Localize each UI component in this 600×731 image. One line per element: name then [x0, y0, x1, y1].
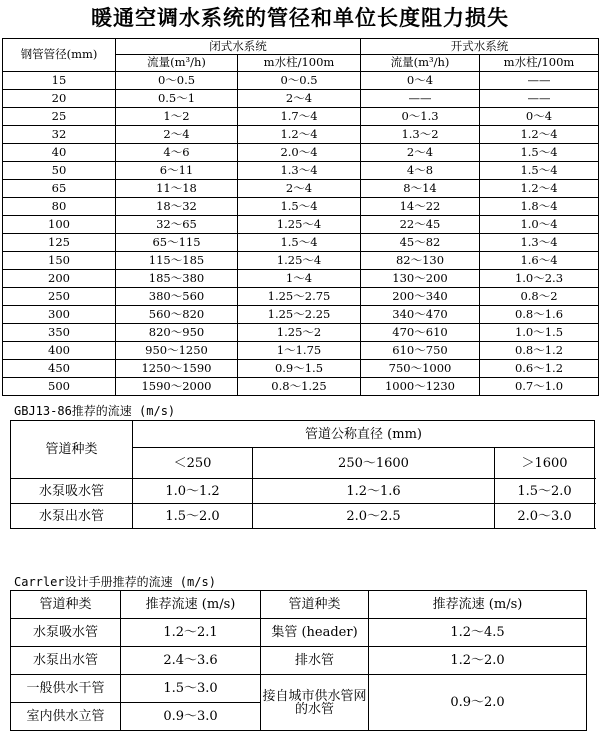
carrier-caption: Carrler设计手册推荐的流速 (m/s)	[14, 575, 216, 589]
gbj-row-value: 1.2～1.6	[253, 479, 495, 504]
cell-open-loss: ——	[480, 90, 599, 108]
carrier-row-type: 集管 (header)	[261, 619, 369, 647]
cell-open-loss: 1.0～2.3	[480, 270, 599, 288]
cell-open-loss: ——	[480, 72, 599, 90]
cell-closed-flow: 1250～1590	[116, 360, 238, 378]
carrier-row-type: 排水管	[261, 647, 369, 675]
pipe-row	[3, 126, 599, 144]
cell-pipe-size: 250	[3, 288, 116, 306]
cell-open-flow: 0～4	[361, 72, 480, 90]
cell-closed-loss: 1.25～4	[238, 252, 361, 270]
cell-pipe-size: 150	[3, 252, 116, 270]
cell-open-loss: 1.6～4	[480, 252, 599, 270]
cell-pipe-size: 65	[3, 180, 116, 198]
gbj-row-value: 1.0～1.2	[133, 479, 253, 504]
cell-open-flow: 1000～1230	[361, 378, 480, 396]
pipe-row	[3, 216, 599, 234]
cell-pipe-size: 200	[3, 270, 116, 288]
pipe-row	[3, 342, 599, 360]
carrier-merged-speed: 0.9～2.0	[369, 675, 587, 731]
cell-closed-flow: 820～950	[116, 324, 238, 342]
cell-closed-loss: 1.2～4	[238, 126, 361, 144]
pipe-row	[3, 162, 599, 180]
pipe-row	[3, 288, 599, 306]
cell-closed-loss: 1.5～4	[238, 198, 361, 216]
pipe-size-table	[2, 38, 599, 396]
cell-closed-flow: 0～0.5	[116, 72, 238, 90]
cell-pipe-size: 125	[3, 234, 116, 252]
cell-pipe-size: 100	[3, 216, 116, 234]
cell-closed-flow: 6～11	[116, 162, 238, 180]
carrier-velocity-table	[10, 590, 587, 731]
header-open-system: 开式水系统	[361, 39, 599, 55]
cell-open-loss: 1.2～4	[480, 180, 599, 198]
carrier-row-type: 室内供水立管	[11, 703, 121, 731]
cell-open-flow: 22～45	[361, 216, 480, 234]
header-closed-flow: 流量(m³/h)	[116, 55, 238, 72]
cell-closed-loss: 1.25～4	[238, 216, 361, 234]
cell-closed-flow: 0.5～1	[116, 90, 238, 108]
cell-open-flow: ——	[361, 90, 480, 108]
carrier-row-speed: 0.9～3.0	[121, 703, 261, 731]
carrier-header-type: 管道种类	[261, 591, 369, 619]
carrier-row-speed: 1.5～3.0	[121, 675, 261, 703]
pipe-row	[3, 324, 599, 342]
cell-closed-loss: 1～1.75	[238, 342, 361, 360]
cell-open-loss: 1.2～4	[480, 126, 599, 144]
cell-open-flow: 45～82	[361, 234, 480, 252]
page-title: 暖通空调水系统的管径和单位长度阻力损失	[91, 6, 509, 30]
cell-closed-flow: 185～380	[116, 270, 238, 288]
cell-open-flow: 8～14	[361, 180, 480, 198]
cell-closed-loss: 1.25～2.75	[238, 288, 361, 306]
cell-closed-loss: 1.5～4	[238, 234, 361, 252]
pipe-row	[3, 306, 599, 324]
pipe-row	[3, 234, 599, 252]
cell-open-flow: 610～750	[361, 342, 480, 360]
gbj-row-value: 2.0～3.0	[495, 504, 595, 529]
cell-open-flow: 1.3～2	[361, 126, 480, 144]
cell-open-loss: 1.8～4	[480, 198, 599, 216]
header-open-flow: 流量(m³/h)	[361, 55, 480, 72]
cell-open-loss: 0.8～1.6	[480, 306, 599, 324]
carrier-row-type: 水泵吸水管	[11, 619, 121, 647]
gbj-row-type: 水泵吸水管	[11, 479, 133, 504]
cell-open-flow: 470～610	[361, 324, 480, 342]
cell-closed-flow: 1590～2000	[116, 378, 238, 396]
header-pipe-size: 钢管管径(mm)	[3, 39, 116, 72]
carrier-row-speed: 1.2～4.5	[369, 619, 587, 647]
cell-open-flow: 200～340	[361, 288, 480, 306]
pipe-row	[3, 108, 599, 126]
cell-pipe-size: 400	[3, 342, 116, 360]
pipe-row	[3, 270, 599, 288]
cell-open-flow: 130～200	[361, 270, 480, 288]
cell-closed-loss: 0～0.5	[238, 72, 361, 90]
cell-pipe-size: 350	[3, 324, 116, 342]
cell-pipe-size: 40	[3, 144, 116, 162]
carrier-header-type: 管道种类	[11, 591, 121, 619]
cell-open-flow: 82～130	[361, 252, 480, 270]
cell-closed-flow: 115～185	[116, 252, 238, 270]
cell-open-loss: 1.5～4	[480, 144, 599, 162]
cell-pipe-size: 50	[3, 162, 116, 180]
pipe-row	[3, 90, 599, 108]
gbj-row-value: 1.5～2.0	[495, 479, 595, 504]
header-closed-system: 闭式水系统	[116, 39, 361, 55]
cell-open-loss: 1.0～1.5	[480, 324, 599, 342]
cell-open-flow: 750～1000	[361, 360, 480, 378]
cell-closed-loss: 0.9～1.5	[238, 360, 361, 378]
header-open-loss: m水柱/100m	[480, 55, 599, 72]
cell-closed-flow: 32～65	[116, 216, 238, 234]
gbj-row-value: 2.0～2.5	[253, 504, 495, 529]
gbj-row-value: 1.5～2.0	[133, 504, 253, 529]
cell-open-flow: 340～470	[361, 306, 480, 324]
cell-closed-flow: 380～560	[116, 288, 238, 306]
cell-pipe-size: 20	[3, 90, 116, 108]
cell-open-loss: 0.8～2	[480, 288, 599, 306]
cell-open-loss: 1.0～4	[480, 216, 599, 234]
gbj-caption: GBJ13-86推荐的流速 (m/s)	[14, 404, 176, 418]
cell-pipe-size: 80	[3, 198, 116, 216]
gbj-row-type: 水泵出水管	[11, 504, 133, 529]
header-closed-loss: m水柱/100m	[238, 55, 361, 72]
carrier-row-type: 一般供水干管	[11, 675, 121, 703]
carrier-row-speed: 1.2～2.0	[369, 647, 587, 675]
cell-closed-loss: 0.8～1.25	[238, 378, 361, 396]
pipe-row	[3, 360, 599, 378]
cell-pipe-size: 25	[3, 108, 116, 126]
pipe-row	[3, 252, 599, 270]
cell-closed-loss: 1～4	[238, 270, 361, 288]
carrier-merged-type: 接自城市供水管网的水管	[261, 675, 369, 731]
carrier-header-speed: 推荐流速 (m/s)	[369, 591, 587, 619]
cell-pipe-size: 32	[3, 126, 116, 144]
gbj-header-dn: 管道公称直径 (mm)	[133, 421, 595, 448]
cell-open-loss: 0.7～1.0	[480, 378, 599, 396]
pipe-row	[3, 198, 599, 216]
cell-open-flow: 4～8	[361, 162, 480, 180]
cell-open-flow: 14～22	[361, 198, 480, 216]
pipe-row	[3, 180, 599, 198]
cell-open-loss: 1.3～4	[480, 234, 599, 252]
gbj-velocity-table	[10, 420, 595, 529]
cell-closed-loss: 2.0～4	[238, 144, 361, 162]
pipe-row	[3, 378, 599, 396]
cell-open-flow: 0～1.3	[361, 108, 480, 126]
cell-open-loss: 1.5～4	[480, 162, 599, 180]
carrier-row-speed: 1.2～2.1	[121, 619, 261, 647]
cell-open-loss: 0～4	[480, 108, 599, 126]
pipe-row	[3, 72, 599, 90]
carrier-row-speed: 2.4～3.6	[121, 647, 261, 675]
cell-open-loss: 0.8～1.2	[480, 342, 599, 360]
cell-closed-loss: 1.25～2.25	[238, 306, 361, 324]
pipe-row	[3, 144, 599, 162]
cell-closed-flow: 560～820	[116, 306, 238, 324]
cell-closed-flow: 950～1250	[116, 342, 238, 360]
gbj-range-1: ＜250	[133, 448, 253, 479]
cell-closed-loss: 2～4	[238, 180, 361, 198]
gbj-range-3: ＞1600	[495, 448, 595, 479]
carrier-header-speed: 推荐流速 (m/s)	[121, 591, 261, 619]
cell-closed-flow: 18～32	[116, 198, 238, 216]
carrier-row-type: 水泵出水管	[11, 647, 121, 675]
cell-open-flow: 2～4	[361, 144, 480, 162]
cell-open-loss: 0.6～1.2	[480, 360, 599, 378]
cell-pipe-size: 500	[3, 378, 116, 396]
cell-closed-loss: 1.3～4	[238, 162, 361, 180]
cell-closed-loss: 1.7～4	[238, 108, 361, 126]
cell-closed-flow: 4～6	[116, 144, 238, 162]
cell-closed-flow: 1～2	[116, 108, 238, 126]
cell-closed-loss: 2～4	[238, 90, 361, 108]
cell-closed-flow: 65～115	[116, 234, 238, 252]
gbj-header-type: 管道种类	[11, 421, 133, 479]
cell-closed-flow: 2～4	[116, 126, 238, 144]
cell-pipe-size: 300	[3, 306, 116, 324]
cell-pipe-size: 15	[3, 72, 116, 90]
gbj-range-2: 250～1600	[253, 448, 495, 479]
cell-pipe-size: 450	[3, 360, 116, 378]
cell-closed-flow: 11～18	[116, 180, 238, 198]
cell-closed-loss: 1.25～2	[238, 324, 361, 342]
